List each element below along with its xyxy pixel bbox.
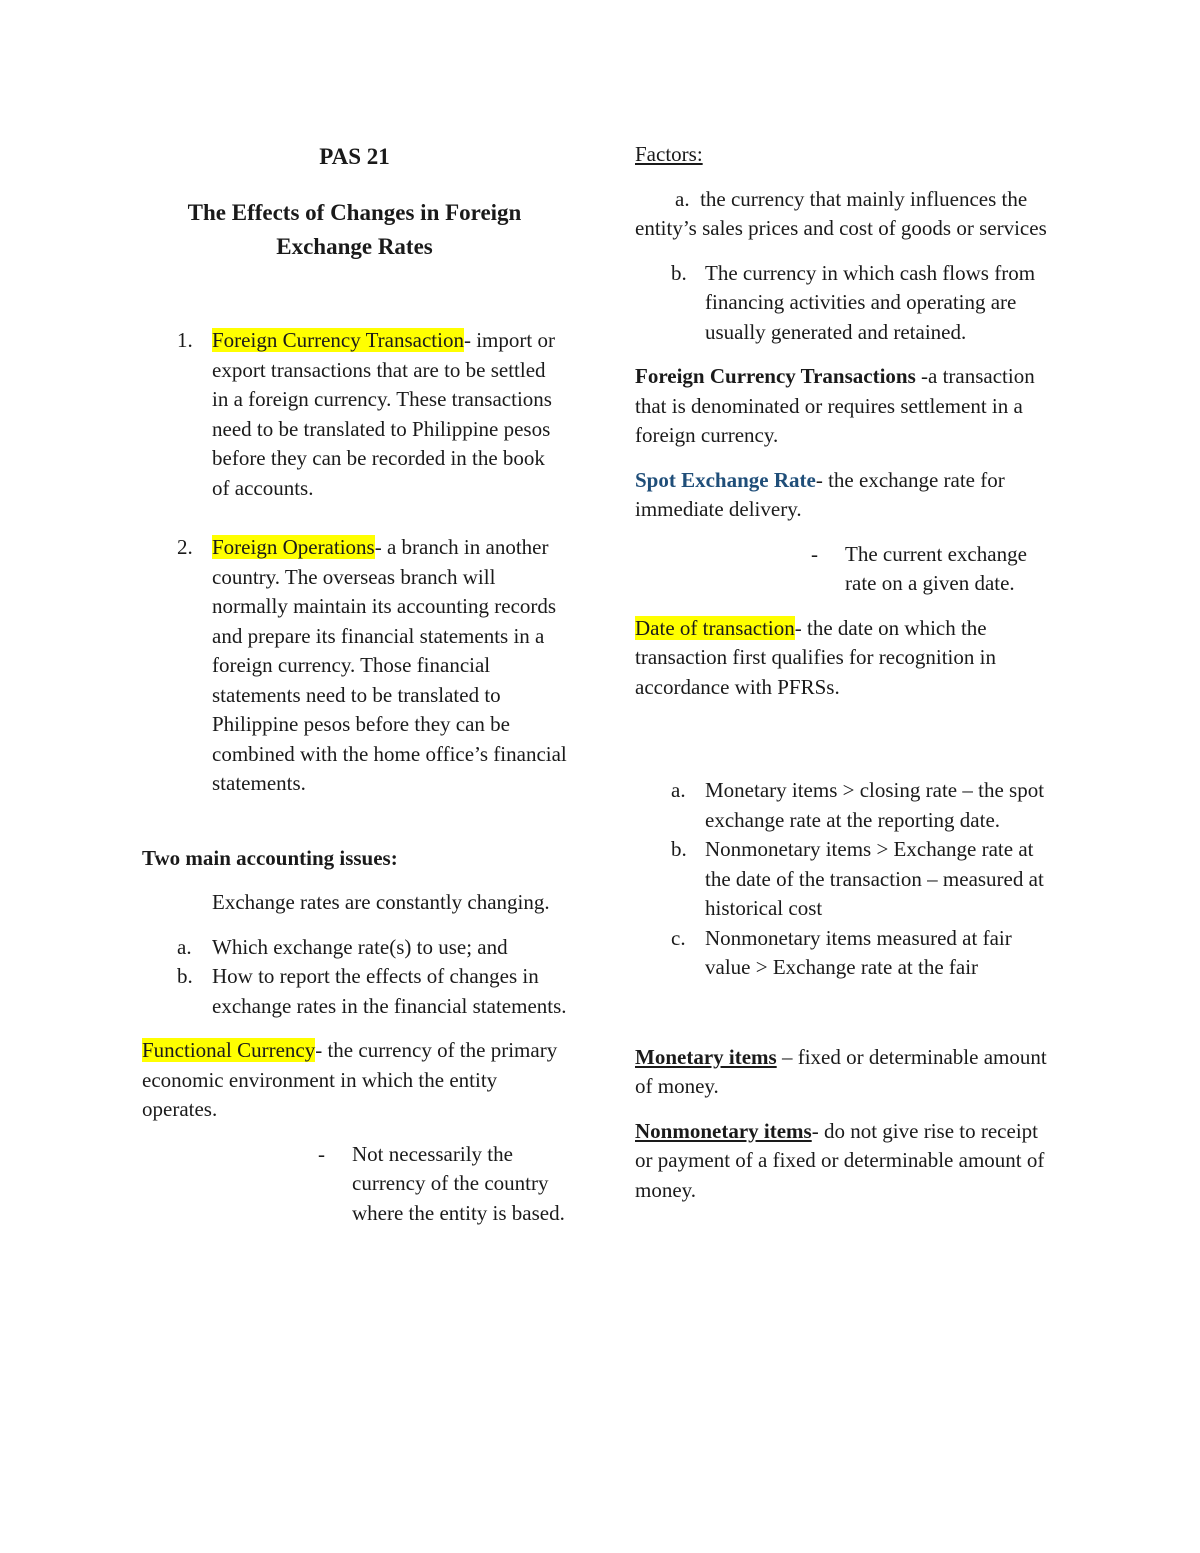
factors-heading: Factors: [635,142,703,166]
subtitle-line-2: Exchange Rates [276,234,433,259]
list-marker: b. [177,964,193,988]
definition-text: -a transaction that is denominated or requires settlement in a foreign currency. [635,364,1035,447]
spot-exchange-rate-note [635,540,1060,599]
nonmonetary-items-definition [635,1117,1060,1206]
issues-intro: Exchange rates are constantly changing. [212,890,550,914]
list-item-text: Which exchange rate(s) to use; and [212,934,508,959]
bold-underlined-term: Nonmonetary items [635,1118,812,1143]
date-of-transaction-definition [635,614,1060,703]
bold-term: Foreign Currency Transactions [635,364,916,388]
definition-text: - the exchange rate for immediate delivery. [635,467,1005,521]
spot-exchange-rate-definition [635,466,1060,525]
subtitle-line-1: The Effects of Changes in Foreign [187,200,522,225]
factor-item [635,185,1060,244]
rate-item [635,776,1060,835]
left-column [142,140,567,1228]
dash-marker: - [318,1141,325,1166]
definition-text: - the currency of the primary economic environment in which the entity operates. [142,1038,558,1121]
right-column [635,140,1060,1205]
list-marker: 2. [177,535,193,559]
rate-item [635,835,1060,924]
list-marker: a. [675,186,690,211]
list-item [142,962,567,1021]
definition-text: - import or export transactions that are to be settled in a foreign currency. These transactions need to be translated to Philippine pesos before they can be recorded in the book of accounts. [212,328,555,500]
note-text: Not necessarily the currency of the country where the entity is based. [352,1141,565,1225]
functional-currency-note [142,1140,567,1229]
document-subtitle [142,196,567,264]
definition-text: - do not give rise to receipt or payment of a fixed or determinable amount of money. [635,1118,1045,1202]
definition-text: - a branch in another country. The overseas branch will normally maintain its accounting records and prepare its financial statements in a foreign currency. Those financial statements need to be translated to Philippine pesos before they can be combined with the home office’s financial statements. [212,535,567,795]
rate-item [635,924,1060,983]
list-item-foreign-currency-transaction [142,326,567,503]
list-item-text: the currency that mainly influences the entity’s sales prices and cost of goods or services [635,186,1047,240]
list-marker: a. [177,934,192,959]
list-item-foreign-operations [142,533,567,799]
highlighted-term: Foreign Currency Transaction [212,328,464,352]
highlighted-term: Functional Currency [142,1038,316,1062]
list-item-text: The currency in which cash flows from financing activities and operating are usually generated and retained. [705,260,1036,344]
list-item-text: Monetary items > closing rate – the spot exchange rate at the reporting date. [705,778,1045,832]
functional-currency-definition [142,1036,567,1125]
factor-item [635,259,1060,348]
document-title: PAS 21 [319,144,390,169]
definition-text: – fixed or determinable amount of money. [635,1044,1047,1098]
dash-marker: - [811,541,818,566]
list-marker: b. [671,837,687,861]
list-item [142,933,567,963]
highlighted-term: Foreign Operations [212,535,375,559]
bold-underlined-term: Monetary items [635,1044,777,1069]
list-item-text: Nonmonetary items > Exchange rate at the date of the transaction – measured at historical cost [705,837,1044,920]
foreign-currency-transactions-definition [635,362,1060,451]
list-item-text: How to report the effects of changes in exchange rates in the financial statements. [212,964,567,1018]
list-marker: c. [671,925,686,950]
list-marker: 1. [177,328,193,352]
list-marker: b. [671,260,687,285]
blue-term: Spot Exchange Rate [635,467,816,492]
note-text: The current exchange rate on a given date. [845,541,1027,595]
monetary-items-definition [635,1043,1060,1102]
definition-text: - the date on which the transaction first qualifies for recognition in accordance with PFRSs. [635,615,996,699]
highlighted-term: Date of transaction [635,615,795,640]
list-marker: a. [671,778,686,802]
list-item-text: Nonmonetary items measured at fair value > Exchange rate at the fair [705,925,1012,979]
issues-heading: Two main accounting issues: [142,845,398,870]
